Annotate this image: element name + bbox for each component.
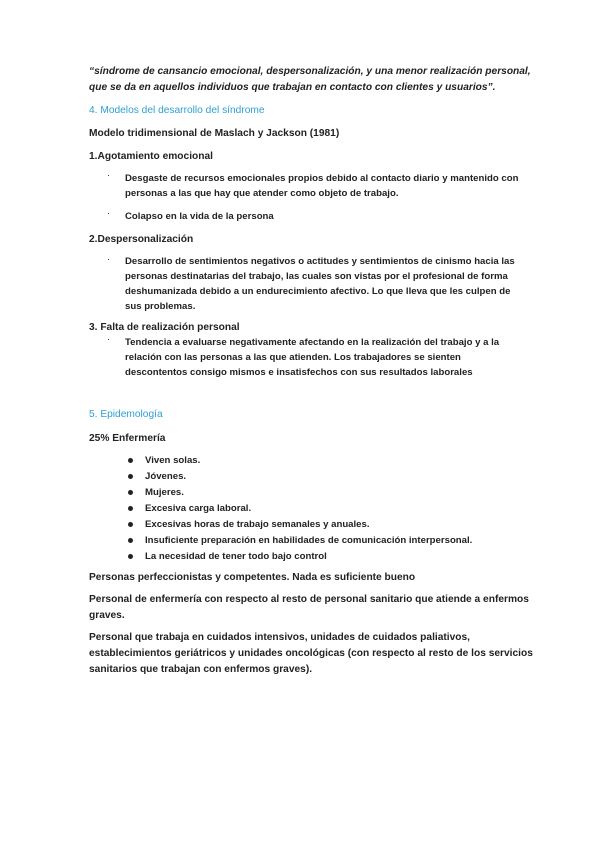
bullet-icon xyxy=(128,458,133,463)
bullet-icon xyxy=(128,554,133,559)
dim1-item-1-line-1: Desgaste de recursos emocionales propios debido al contacto diario y mantenido con xyxy=(125,173,519,184)
risk-factor-item: Insuficiente preparación en habilidades de comunicación interpersonal. xyxy=(145,535,473,546)
risk-factor-item: Viven solas. xyxy=(145,455,201,466)
dim3-item-line-3: descontentos consigo mismos e insatisfechos con sus resultados laborales xyxy=(125,367,473,378)
dimension-2-title: 2.Despersonalización xyxy=(89,234,194,245)
section-4-heading: 4. Modelos del desarrollo del síndrome xyxy=(89,105,265,116)
dim3-item-line-2: relación con las personas a las que atienden. Los trabajadores se sienten xyxy=(125,352,461,363)
bullet-icon: · xyxy=(107,170,110,180)
dim2-item-line-3: deshumanizada debido a un endurecimiento afectivo. Lo que lleva que les culpen de xyxy=(125,286,511,297)
dimension-1-title: 1.Agotamiento emocional xyxy=(89,151,213,162)
bullet-icon: · xyxy=(107,254,110,264)
model-title: Modelo tridimensional de Maslach y Jackson (1981) xyxy=(89,128,340,139)
risk-factor-item: Mujeres. xyxy=(145,487,184,498)
bullet-icon: · xyxy=(107,334,110,344)
bullet-icon xyxy=(128,474,133,479)
dim2-item-line-2: personas destinatarias del trabajo, las cuales son vistas por el profesional de forma xyxy=(125,271,508,282)
dim2-item-line-1: Desarrollo de sentimientos negativos o actitudes y sentimientos de cinismo hacia las xyxy=(125,256,515,267)
quote-line-2: que se da en aquellos individuos que trabajan en contacto con clientes y usuarios”. xyxy=(89,82,496,93)
risk-factor-item: Jóvenes. xyxy=(145,471,187,482)
nursing-stat: 25% Enfermería xyxy=(89,433,166,444)
bullet-icon xyxy=(128,490,133,495)
paragraph-perfectionists: Personas perfeccionistas y competentes. Nada es suficiente bueno xyxy=(89,572,416,583)
bullet-icon xyxy=(128,506,133,511)
dim2-item-line-4: sus problemas. xyxy=(125,301,196,312)
dim1-item-2: Colapso en la vida de la persona xyxy=(125,211,274,222)
paragraph-nursing-line-1: Personal de enfermería con respecto al resto de personal sanitario que atiende a enfermos xyxy=(89,594,529,605)
paragraph-units-line-2: establecimientos geriátricos y unidades oncológicas (con respecto al resto de los servicios xyxy=(89,648,533,659)
quote-line-1: “síndrome de cansancio emocional, despersonalización, y una menor realización personal, xyxy=(89,66,531,77)
risk-factor-item: La necesidad de tener todo bajo control xyxy=(145,551,327,562)
bullet-icon xyxy=(128,538,133,543)
paragraph-nursing-line-2: graves. xyxy=(89,610,125,621)
bullet-icon: · xyxy=(107,208,110,218)
risk-factor-item: Excesivas horas de trabajo semanales y anuales. xyxy=(145,519,370,530)
paragraph-units-line-1: Personal que trabaja en cuidados intensivos, unidades de cuidados paliativos, xyxy=(89,632,471,643)
section-5-heading: 5. Epidemología xyxy=(89,409,163,420)
dim1-item-1-line-2: personas a las que hay que atender como objeto de trabajo. xyxy=(125,188,399,199)
bullet-icon xyxy=(128,522,133,527)
dimension-3-title: 3. Falta de realización personal xyxy=(89,322,240,333)
paragraph-units-line-3: sanitarios que trabajan con enfermos graves). xyxy=(89,664,313,675)
dim3-item-line-1: Tendencia a evaluarse negativamente afectando en la realización del trabajo y a la xyxy=(125,337,500,348)
risk-factor-item: Excesiva carga laboral. xyxy=(145,503,252,514)
